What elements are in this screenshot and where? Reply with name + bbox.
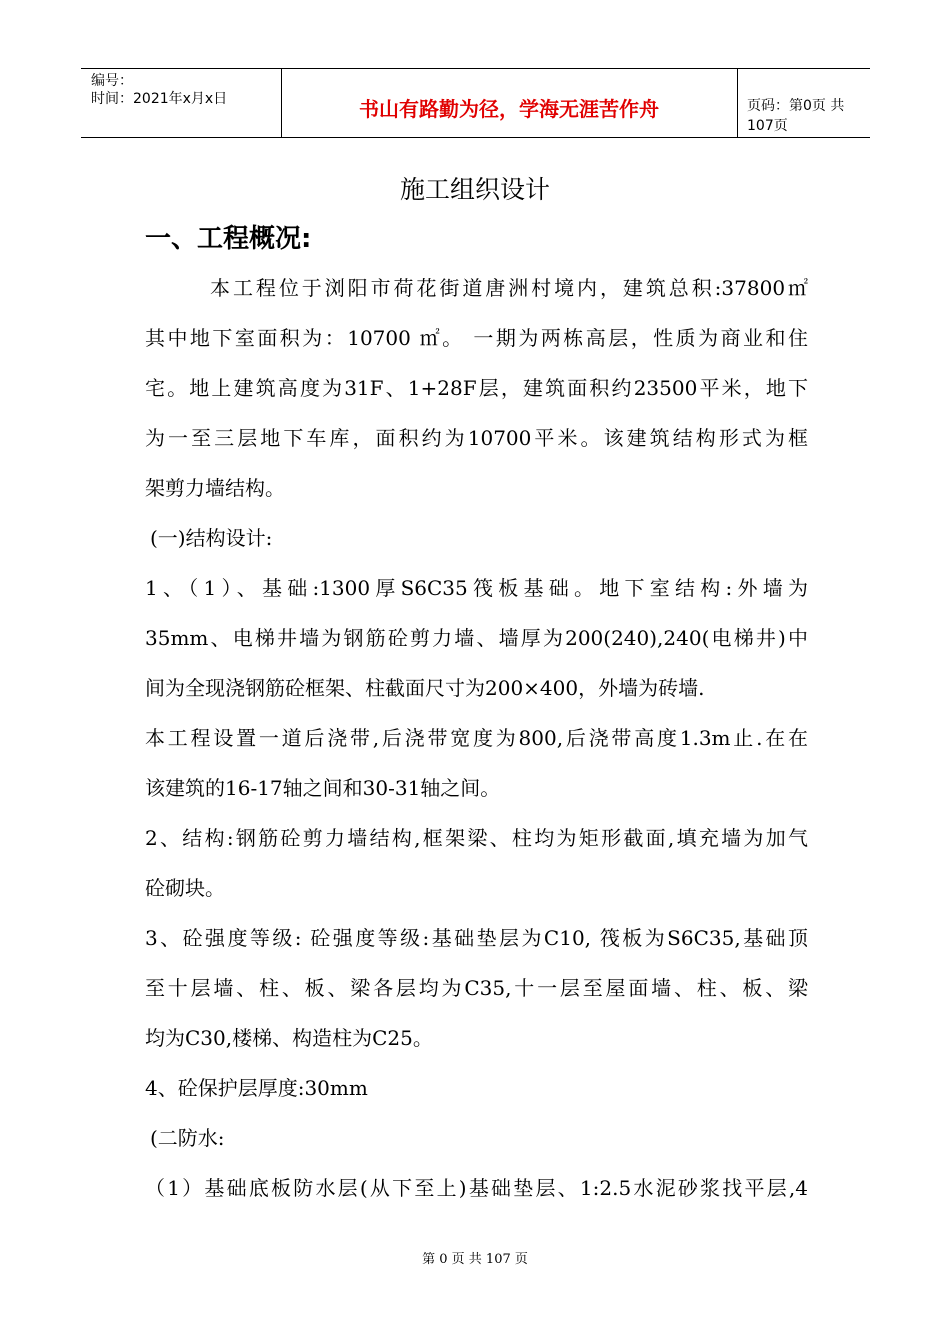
section-heading: 一、工程概况: [145, 224, 312, 254]
body-line: （1）基础底板防水层(从下至上)基础垫层、1:2.5水泥砂浆找平层,4 [145, 1176, 808, 1200]
subsection-heading: (一)结构设计: [150, 526, 273, 550]
body-line: 砼砌块。 [145, 876, 225, 900]
number-label: 编号： [91, 73, 133, 89]
header-left-cell [81, 69, 282, 137]
body-line: 2、结构:钢筋砼剪力墙结构,框架梁、柱均为矩形截面,填充墙为加气 [145, 826, 808, 850]
body-line: 本工程位于浏阳市荷花街道唐洲村境内，建筑总积:37800㎡ [210, 276, 808, 300]
document-title: 施工组织设计 [399, 175, 550, 204]
page-header [81, 68, 870, 138]
body-line: 本工程设置一道后浇带,后浇带宽度为800,后浇带高度1.3m止.在在 [145, 726, 808, 750]
subsection-heading: (二防水: [150, 1126, 225, 1150]
body-line: 宅。地上建筑高度为31F、1+28F层，建筑面积约23500平米，地下 [145, 376, 808, 400]
time-label: 时间：2021年x月x日 [91, 91, 228, 107]
body-line: 4、砼保护层厚度:30mm [145, 1076, 368, 1100]
body-line: 该建筑的16-17轴之间和30-31轴之间。 [145, 776, 501, 800]
motto-text: 书山有路勤为径，学海无涯苦作舟 [359, 97, 659, 121]
body-line: 架剪力墙结构。 [145, 476, 285, 500]
body-line: 其中地下室面积为：10700 ㎡。 一期为两栋高层，性质为商业和住 [145, 326, 808, 350]
body-line: 至十层墙、柱、板、梁各层均为C35,十一层至屋面墙、柱、板、梁 [145, 976, 808, 1000]
body-line: 均为C30,楼梯、构造柱为C25。 [145, 1026, 433, 1050]
header-page-cell [737, 69, 870, 137]
body-line: 间为全现浇钢筋砼框架、柱截面尺寸为200×400，外墙为砖墙. [145, 676, 705, 700]
body-line: 3、砼强度等级: 砼强度等级:基础垫层为C10, 筏板为S6C35,基础顶 [145, 926, 808, 950]
body-line: 为一至三层地下车库，面积约为10700平米。该建筑结构形式为框 [145, 426, 808, 450]
body-line: 1、（1）、基础:1300厚S6C35筏板基础。地下室结构:外墙为 [145, 576, 808, 600]
header-motto-cell [281, 69, 738, 137]
page-footer: 第 0 页 共 107 页 [422, 1252, 528, 1267]
body-line: 35mm、电梯井墙为钢筋砼剪力墙、墙厚为200(240),240(电梯井)中 [145, 626, 808, 650]
page-info: 页码：第0页 共107页 [747, 98, 845, 134]
